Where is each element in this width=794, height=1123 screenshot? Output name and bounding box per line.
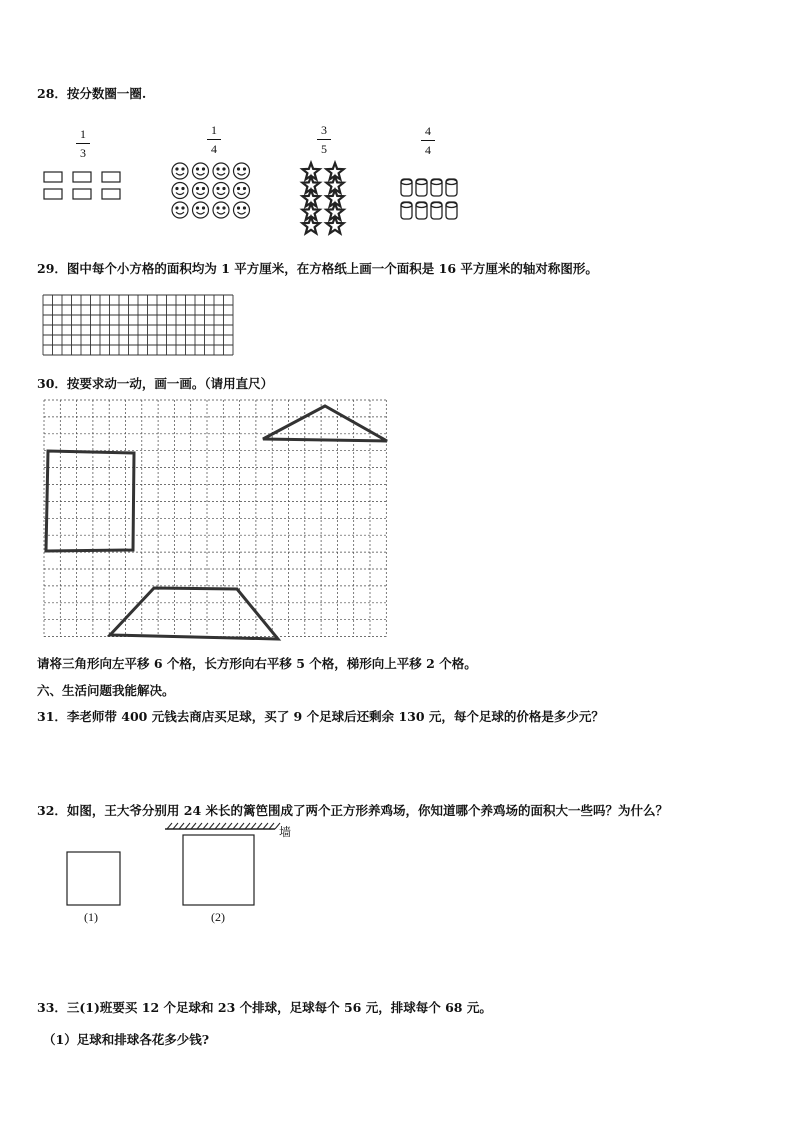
q33-sub1: （1）足球和排球各花多少钱? [43, 1032, 210, 1047]
rectangle-icon [102, 189, 120, 199]
rectangle-shape [46, 451, 134, 551]
fraction-numerator: 1 [211, 123, 217, 137]
q28-prompt: 28．按分数圈一圈. [37, 86, 147, 101]
trapezoid-shape [110, 588, 278, 639]
smiley-icon [213, 163, 229, 179]
section-6-title: 六、生活问题我能解决。 [37, 683, 175, 698]
rectangle-icon [44, 189, 62, 199]
pen-2-label: (2) [211, 910, 225, 924]
triangle-shape [263, 406, 387, 441]
cylinder-icon [446, 179, 457, 196]
cylinder-icon [416, 202, 427, 219]
smiley-icon [193, 183, 209, 199]
fraction-denominator: 4 [425, 143, 431, 157]
fraction-numerator: 3 [321, 123, 327, 137]
q29-prompt: 29．图中每个小方格的面积均为 1 平方厘米，在方格纸上画一个面积是 16 平方厘米的轴对称图形。 [37, 261, 598, 276]
square-pen-2 [183, 835, 254, 905]
q31-prompt: 31．李老师带 400 元钱去商店买足球，买了 9 个足球后还剩余 130 元，每个足球的价格是多少元？ [37, 709, 604, 724]
fraction-denominator: 5 [321, 142, 327, 156]
square-pen-1 [67, 852, 120, 905]
q29-grid [43, 295, 233, 355]
q33-prompt: 33．三(1)班要买 12 个足球和 23 个排球，足球每个 56 元，排球每个 68 元。 [37, 1000, 492, 1015]
cylinder-icon [401, 179, 412, 196]
smiley-icon [193, 202, 209, 218]
fraction-denominator: 4 [211, 142, 217, 156]
pen-1-label: (1) [84, 910, 98, 924]
smiley-icon [172, 183, 188, 199]
cylinder-icon [446, 202, 457, 219]
cylinder-icon [431, 179, 442, 196]
cylinder-icon-group [401, 179, 457, 219]
smiley-icon [193, 163, 209, 179]
smiley-icon [234, 183, 250, 199]
cylinder-icon [401, 202, 412, 219]
fraction-numerator: 1 [80, 127, 86, 141]
rectangle-icon [73, 172, 91, 182]
smiley-icon [213, 183, 229, 199]
smiley-icon-group [172, 163, 250, 218]
q30-instruction: 请将三角形向左平移 6 个格，长方形向右平移 5 个格，梯形向上平移 2 个格。 [37, 656, 477, 671]
rectangle-icon [44, 172, 62, 182]
star-icon-group [302, 163, 343, 233]
fraction-denominator: 3 [80, 146, 86, 160]
q32-prompt: 32．如图，王大爷分别用 24 米长的篱笆围成了两个正方形养鸡场，你知道哪个养鸡场的面积大一些吗？为什么？ [37, 803, 668, 818]
q30-prompt: 30．按要求动一动，画一画。（请用直尺） [37, 376, 274, 391]
cylinder-icon [431, 202, 442, 219]
cylinder-icon [416, 179, 427, 196]
smiley-icon [172, 202, 188, 218]
smiley-icon [234, 163, 250, 179]
rectangle-icon [102, 172, 120, 182]
rectangle-icon [73, 189, 91, 199]
wall-hatch-icon [167, 823, 280, 829]
wall-label: 墙 [279, 825, 292, 839]
smiley-icon [172, 163, 188, 179]
q30-grid [44, 400, 386, 637]
rectangle-icon-group [44, 172, 120, 199]
fraction-numerator: 4 [425, 124, 431, 138]
smiley-icon [213, 202, 229, 218]
smiley-icon [234, 202, 250, 218]
